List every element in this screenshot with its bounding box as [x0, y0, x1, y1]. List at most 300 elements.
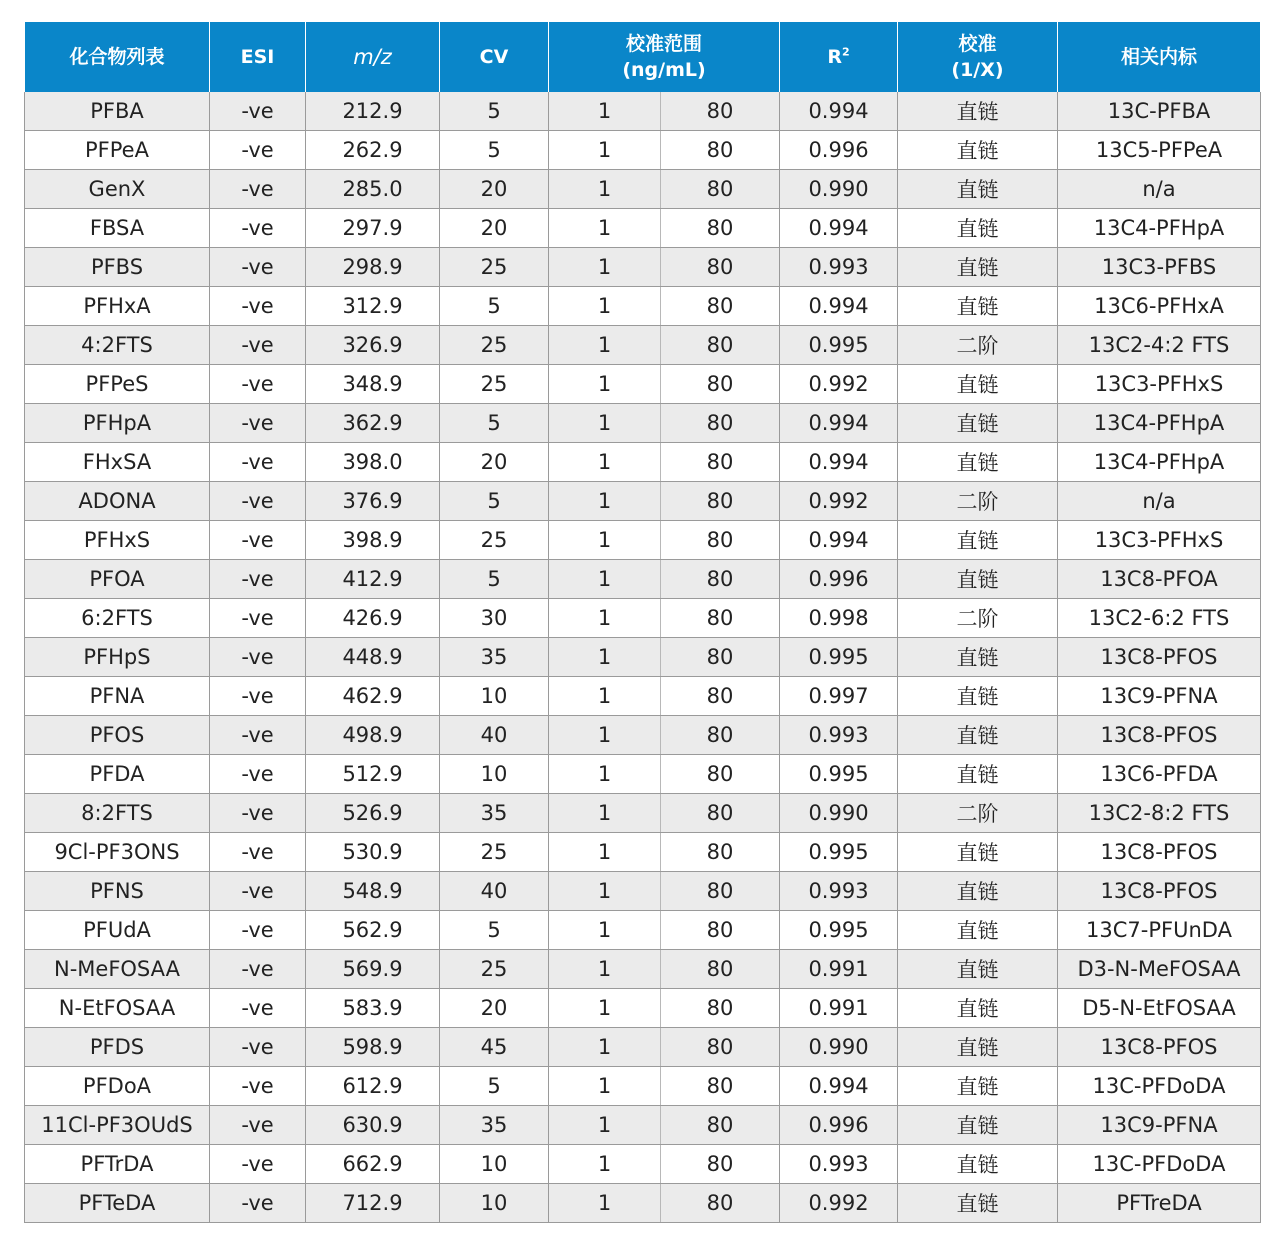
- cell-compound: N-EtFOSAA: [25, 989, 210, 1028]
- cell-esi: -ve: [210, 911, 306, 950]
- table-row: [25, 404, 1261, 443]
- cell-range-high: 80: [661, 755, 780, 794]
- header-calibration-line1: 校准: [958, 33, 997, 55]
- cell-cv: 25: [440, 365, 549, 404]
- header-r2-base: R: [827, 46, 842, 68]
- cell-mz: 662.9: [306, 1145, 440, 1184]
- cell-r2: 0.995: [780, 911, 898, 950]
- cell-esi: -ve: [210, 1028, 306, 1067]
- cell-range-high: 80: [661, 1106, 780, 1145]
- cell-compound: PFOS: [25, 716, 210, 755]
- cell-calibration: 直链: [898, 989, 1058, 1028]
- cell-cv: 10: [440, 677, 549, 716]
- cell-compound: PFOA: [25, 560, 210, 599]
- cell-compound: N-MeFOSAA: [25, 950, 210, 989]
- cell-r2: 0.992: [780, 1184, 898, 1223]
- cell-mz: 530.9: [306, 833, 440, 872]
- cell-range-low: 1: [549, 677, 661, 716]
- cell-mz: 448.9: [306, 638, 440, 677]
- cell-compound: FHxSA: [25, 443, 210, 482]
- cell-r2: 0.994: [780, 287, 898, 326]
- cell-esi: -ve: [210, 482, 306, 521]
- cell-cv: 20: [440, 989, 549, 1028]
- cell-r2: 0.993: [780, 872, 898, 911]
- table-row: [25, 833, 1261, 872]
- cell-range-low: 1: [549, 170, 661, 209]
- table-row: [25, 872, 1261, 911]
- cell-r2: 0.995: [780, 638, 898, 677]
- cell-r2: 0.995: [780, 326, 898, 365]
- cell-range-high: 80: [661, 911, 780, 950]
- cell-cv: 5: [440, 404, 549, 443]
- cell-compound: PFDoA: [25, 1067, 210, 1106]
- cell-range-high: 80: [661, 365, 780, 404]
- cell-mz: 630.9: [306, 1106, 440, 1145]
- cell-mz: 326.9: [306, 326, 440, 365]
- cell-esi: -ve: [210, 404, 306, 443]
- cell-range-low: 1: [549, 404, 661, 443]
- cell-r2: 0.991: [780, 950, 898, 989]
- table-row: [25, 755, 1261, 794]
- cell-esi: -ve: [210, 716, 306, 755]
- cell-range-low: 1: [549, 248, 661, 287]
- cell-range-low: 1: [549, 716, 661, 755]
- cell-r2: 0.996: [780, 131, 898, 170]
- cell-compound: PFBA: [25, 92, 210, 131]
- cell-range-low: 1: [549, 1145, 661, 1184]
- cell-mz: 285.0: [306, 170, 440, 209]
- cell-cv: 45: [440, 1028, 549, 1067]
- cell-r2: 0.994: [780, 404, 898, 443]
- cell-range-low: 1: [549, 1067, 661, 1106]
- cell-internal-standard: PFTreDA: [1058, 1184, 1261, 1223]
- cell-calibration: 直链: [898, 170, 1058, 209]
- cell-compound: 6:2FTS: [25, 599, 210, 638]
- cell-compound: PFHxS: [25, 521, 210, 560]
- table-row: [25, 1028, 1261, 1067]
- cell-mz: 526.9: [306, 794, 440, 833]
- cell-calibration: 直链: [898, 443, 1058, 482]
- cell-esi: -ve: [210, 248, 306, 287]
- cell-calibration: 直链: [898, 1028, 1058, 1067]
- cell-mz: 612.9: [306, 1067, 440, 1106]
- cell-range-high: 80: [661, 1028, 780, 1067]
- cell-compound: PFTrDA: [25, 1145, 210, 1184]
- cell-internal-standard: 13C8-PFOA: [1058, 560, 1261, 599]
- cell-cv: 25: [440, 950, 549, 989]
- header-internal-standard: 相关内标: [1058, 22, 1261, 92]
- cell-esi: -ve: [210, 170, 306, 209]
- table-row: [25, 1145, 1261, 1184]
- cell-range-low: 1: [549, 1184, 661, 1223]
- cell-compound: PFDA: [25, 755, 210, 794]
- table-row: [25, 209, 1261, 248]
- table-row: [25, 677, 1261, 716]
- cell-internal-standard: D5-N-EtFOSAA: [1058, 989, 1261, 1028]
- cell-compound: 8:2FTS: [25, 794, 210, 833]
- table-row: [25, 521, 1261, 560]
- cell-range-high: 80: [661, 326, 780, 365]
- cell-mz: 362.9: [306, 404, 440, 443]
- cell-r2: 0.996: [780, 1106, 898, 1145]
- cell-r2: 0.994: [780, 521, 898, 560]
- cell-range-low: 1: [549, 131, 661, 170]
- cell-mz: 598.9: [306, 1028, 440, 1067]
- cell-calibration: 直链: [898, 1145, 1058, 1184]
- header-mz: m/z: [306, 22, 440, 92]
- cell-cv: 30: [440, 599, 549, 638]
- cell-range-high: 80: [661, 677, 780, 716]
- cell-esi: -ve: [210, 209, 306, 248]
- cell-cv: 5: [440, 911, 549, 950]
- cell-r2: 0.995: [780, 833, 898, 872]
- cell-range-high: 80: [661, 1067, 780, 1106]
- cell-range-low: 1: [549, 482, 661, 521]
- cell-range-low: 1: [549, 92, 661, 131]
- cell-calibration: 直链: [898, 950, 1058, 989]
- cell-mz: 398.9: [306, 521, 440, 560]
- cell-range-high: 80: [661, 170, 780, 209]
- cell-calibration: 直链: [898, 716, 1058, 755]
- cell-internal-standard: 13C2-8:2 FTS: [1058, 794, 1261, 833]
- cell-range-high: 80: [661, 1145, 780, 1184]
- cell-range-high: 80: [661, 560, 780, 599]
- cell-esi: -ve: [210, 677, 306, 716]
- cell-compound: PFPeA: [25, 131, 210, 170]
- cell-compound: PFBS: [25, 248, 210, 287]
- cell-esi: -ve: [210, 1106, 306, 1145]
- table-row: [25, 716, 1261, 755]
- header-row: [25, 22, 1261, 92]
- cell-range-low: 1: [549, 911, 661, 950]
- cell-cv: 40: [440, 716, 549, 755]
- cell-cv: 35: [440, 1106, 549, 1145]
- cell-internal-standard: n/a: [1058, 482, 1261, 521]
- cell-internal-standard: 13C9-PFNA: [1058, 1106, 1261, 1145]
- cell-compound: PFNA: [25, 677, 210, 716]
- table-row: [25, 1106, 1261, 1145]
- cell-range-high: 80: [661, 599, 780, 638]
- cell-mz: 512.9: [306, 755, 440, 794]
- cell-r2: 0.997: [780, 677, 898, 716]
- cell-r2: 0.994: [780, 443, 898, 482]
- cell-calibration: 直链: [898, 92, 1058, 131]
- cell-cv: 20: [440, 443, 549, 482]
- cell-mz: 426.9: [306, 599, 440, 638]
- cell-internal-standard: D3-N-MeFOSAA: [1058, 950, 1261, 989]
- calibration-table: [24, 22, 1261, 1223]
- cell-range-low: 1: [549, 950, 661, 989]
- cell-esi: -ve: [210, 326, 306, 365]
- cell-range-low: 1: [549, 794, 661, 833]
- cell-calibration: 直链: [898, 1106, 1058, 1145]
- cell-calibration: 二阶: [898, 326, 1058, 365]
- cell-range-high: 80: [661, 131, 780, 170]
- cell-cv: 35: [440, 794, 549, 833]
- cell-cv: 5: [440, 287, 549, 326]
- cell-mz: 412.9: [306, 560, 440, 599]
- cell-cv: 5: [440, 92, 549, 131]
- cell-internal-standard: 13C9-PFNA: [1058, 677, 1261, 716]
- cell-mz: 462.9: [306, 677, 440, 716]
- cell-internal-standard: 13C3-PFBS: [1058, 248, 1261, 287]
- table-row: [25, 365, 1261, 404]
- cell-range-high: 80: [661, 872, 780, 911]
- cell-range-high: 80: [661, 482, 780, 521]
- header-calibration-range-line1: 校准范围: [625, 33, 702, 55]
- cell-calibration: 直链: [898, 755, 1058, 794]
- cell-cv: 5: [440, 482, 549, 521]
- cell-range-low: 1: [549, 443, 661, 482]
- cell-esi: -ve: [210, 443, 306, 482]
- cell-range-low: 1: [549, 755, 661, 794]
- cell-calibration: 二阶: [898, 794, 1058, 833]
- cell-cv: 10: [440, 755, 549, 794]
- cell-compound: FBSA: [25, 209, 210, 248]
- header-r2-superscript: 2: [841, 45, 850, 59]
- cell-cv: 25: [440, 248, 549, 287]
- cell-internal-standard: 13C5-PFPeA: [1058, 131, 1261, 170]
- cell-compound: PFHpS: [25, 638, 210, 677]
- table-row: [25, 950, 1261, 989]
- cell-r2: 0.993: [780, 248, 898, 287]
- cell-range-high: 80: [661, 521, 780, 560]
- cell-compound: 4:2FTS: [25, 326, 210, 365]
- cell-calibration: 直链: [898, 833, 1058, 872]
- cell-compound: PFNS: [25, 872, 210, 911]
- cell-range-high: 80: [661, 92, 780, 131]
- table-row: [25, 287, 1261, 326]
- cell-internal-standard: 13C-PFDoDA: [1058, 1145, 1261, 1184]
- cell-calibration: 直链: [898, 1184, 1058, 1223]
- table-row: [25, 170, 1261, 209]
- cell-esi: -ve: [210, 521, 306, 560]
- cell-esi: -ve: [210, 599, 306, 638]
- cell-cv: 25: [440, 833, 549, 872]
- table-row: [25, 599, 1261, 638]
- cell-range-low: 1: [549, 872, 661, 911]
- cell-compound: PFHxA: [25, 287, 210, 326]
- table-row: [25, 131, 1261, 170]
- cell-r2: 0.996: [780, 560, 898, 599]
- table-row: [25, 794, 1261, 833]
- table-row: [25, 560, 1261, 599]
- cell-range-low: 1: [549, 638, 661, 677]
- cell-range-high: 80: [661, 716, 780, 755]
- cell-compound: ADONA: [25, 482, 210, 521]
- cell-range-high: 80: [661, 443, 780, 482]
- cell-calibration: 直链: [898, 677, 1058, 716]
- cell-internal-standard: 13C-PFBA: [1058, 92, 1261, 131]
- cell-range-low: 1: [549, 365, 661, 404]
- cell-esi: -ve: [210, 638, 306, 677]
- table-row: [25, 638, 1261, 677]
- cell-calibration: 直链: [898, 209, 1058, 248]
- header-calibration-line2: (1/X): [951, 59, 1004, 81]
- cell-internal-standard: 13C8-PFOS: [1058, 716, 1261, 755]
- cell-cv: 5: [440, 1067, 549, 1106]
- cell-mz: 262.9: [306, 131, 440, 170]
- cell-esi: -ve: [210, 131, 306, 170]
- table-row: [25, 911, 1261, 950]
- table-row: [25, 248, 1261, 287]
- cell-mz: 297.9: [306, 209, 440, 248]
- cell-range-high: 80: [661, 404, 780, 443]
- cell-range-low: 1: [549, 326, 661, 365]
- cell-esi: -ve: [210, 92, 306, 131]
- cell-internal-standard: 13C4-PFHpA: [1058, 443, 1261, 482]
- cell-esi: -ve: [210, 872, 306, 911]
- cell-range-high: 80: [661, 794, 780, 833]
- cell-r2: 0.993: [780, 1145, 898, 1184]
- cell-r2: 0.992: [780, 365, 898, 404]
- cell-compound: PFUdA: [25, 911, 210, 950]
- cell-calibration: 直链: [898, 1067, 1058, 1106]
- cell-internal-standard: 13C8-PFOS: [1058, 833, 1261, 872]
- header-calibration-range: [549, 22, 780, 92]
- cell-compound: 11Cl-PF3OUdS: [25, 1106, 210, 1145]
- cell-calibration: 二阶: [898, 482, 1058, 521]
- cell-range-high: 80: [661, 248, 780, 287]
- cell-r2: 0.998: [780, 599, 898, 638]
- cell-internal-standard: 13C8-PFOS: [1058, 638, 1261, 677]
- table-row: [25, 1184, 1261, 1223]
- cell-r2: 0.991: [780, 989, 898, 1028]
- cell-esi: -ve: [210, 365, 306, 404]
- cell-mz: 548.9: [306, 872, 440, 911]
- cell-cv: 10: [440, 1184, 549, 1223]
- cell-cv: 5: [440, 131, 549, 170]
- cell-r2: 0.994: [780, 92, 898, 131]
- cell-cv: 5: [440, 560, 549, 599]
- table-header: [25, 22, 1261, 92]
- cell-esi: -ve: [210, 560, 306, 599]
- cell-mz: 498.9: [306, 716, 440, 755]
- cell-calibration: 直链: [898, 287, 1058, 326]
- cell-compound: PFDS: [25, 1028, 210, 1067]
- cell-range-high: 80: [661, 1184, 780, 1223]
- cell-internal-standard: 13C2-4:2 FTS: [1058, 326, 1261, 365]
- table-row: [25, 92, 1261, 131]
- cell-compound: PFTeDA: [25, 1184, 210, 1223]
- table-body: [25, 92, 1261, 1223]
- cell-esi: -ve: [210, 1184, 306, 1223]
- cell-cv: 35: [440, 638, 549, 677]
- cell-r2: 0.990: [780, 170, 898, 209]
- table-row: [25, 989, 1261, 1028]
- cell-esi: -ve: [210, 287, 306, 326]
- cell-cv: 20: [440, 170, 549, 209]
- cell-internal-standard: 13C6-PFHxA: [1058, 287, 1261, 326]
- cell-r2: 0.990: [780, 1028, 898, 1067]
- header-calibration-range-line2: (ng/mL): [622, 59, 706, 81]
- cell-cv: 40: [440, 872, 549, 911]
- cell-esi: -ve: [210, 1145, 306, 1184]
- cell-range-high: 80: [661, 209, 780, 248]
- cell-internal-standard: 13C6-PFDA: [1058, 755, 1261, 794]
- cell-r2: 0.993: [780, 716, 898, 755]
- table-row: [25, 482, 1261, 521]
- cell-range-low: 1: [549, 287, 661, 326]
- cell-cv: 25: [440, 521, 549, 560]
- cell-esi: -ve: [210, 794, 306, 833]
- header-cv: CV: [440, 22, 549, 92]
- cell-esi: -ve: [210, 1067, 306, 1106]
- cell-range-low: 1: [549, 521, 661, 560]
- cell-internal-standard: 13C3-PFHxS: [1058, 365, 1261, 404]
- table-row: [25, 443, 1261, 482]
- table-row: [25, 326, 1261, 365]
- cell-calibration: 直链: [898, 404, 1058, 443]
- cell-mz: 712.9: [306, 1184, 440, 1223]
- cell-mz: 398.0: [306, 443, 440, 482]
- cell-cv: 25: [440, 326, 549, 365]
- cell-r2: 0.992: [780, 482, 898, 521]
- cell-r2: 0.990: [780, 794, 898, 833]
- cell-calibration: 直链: [898, 365, 1058, 404]
- cell-internal-standard: 13C7-PFUnDA: [1058, 911, 1261, 950]
- cell-mz: 376.9: [306, 482, 440, 521]
- table-row: [25, 1067, 1261, 1106]
- cell-range-low: 1: [549, 1028, 661, 1067]
- cell-range-high: 80: [661, 950, 780, 989]
- cell-range-high: 80: [661, 833, 780, 872]
- cell-calibration: 直链: [898, 872, 1058, 911]
- header-compound: 化合物列表: [25, 22, 210, 92]
- cell-esi: -ve: [210, 755, 306, 794]
- cell-calibration: 直链: [898, 248, 1058, 287]
- cell-r2: 0.995: [780, 755, 898, 794]
- header-r2: [780, 22, 898, 92]
- cell-mz: 569.9: [306, 950, 440, 989]
- header-calibration: [898, 22, 1058, 92]
- cell-compound: PFPeS: [25, 365, 210, 404]
- cell-mz: 583.9: [306, 989, 440, 1028]
- cell-mz: 312.9: [306, 287, 440, 326]
- cell-range-low: 1: [549, 560, 661, 599]
- cell-internal-standard: 13C4-PFHpA: [1058, 404, 1261, 443]
- cell-range-high: 80: [661, 989, 780, 1028]
- cell-internal-standard: 13C-PFDoDA: [1058, 1067, 1261, 1106]
- cell-mz: 562.9: [306, 911, 440, 950]
- cell-esi: -ve: [210, 989, 306, 1028]
- cell-internal-standard: 13C8-PFOS: [1058, 872, 1261, 911]
- cell-range-low: 1: [549, 833, 661, 872]
- cell-compound: GenX: [25, 170, 210, 209]
- cell-calibration: 直链: [898, 560, 1058, 599]
- cell-range-low: 1: [549, 209, 661, 248]
- cell-compound: PFHpA: [25, 404, 210, 443]
- cell-mz: 298.9: [306, 248, 440, 287]
- cell-range-low: 1: [549, 599, 661, 638]
- cell-calibration: 直链: [898, 521, 1058, 560]
- cell-calibration: 直链: [898, 911, 1058, 950]
- cell-internal-standard: 13C3-PFHxS: [1058, 521, 1261, 560]
- cell-r2: 0.994: [780, 209, 898, 248]
- cell-internal-standard: 13C4-PFHpA: [1058, 209, 1261, 248]
- cell-cv: 10: [440, 1145, 549, 1184]
- cell-mz: 348.9: [306, 365, 440, 404]
- cell-r2: 0.994: [780, 1067, 898, 1106]
- header-esi: ESI: [210, 22, 306, 92]
- cell-mz: 212.9: [306, 92, 440, 131]
- cell-cv: 20: [440, 209, 549, 248]
- cell-calibration: 直链: [898, 131, 1058, 170]
- cell-internal-standard: 13C2-6:2 FTS: [1058, 599, 1261, 638]
- cell-range-high: 80: [661, 638, 780, 677]
- cell-range-low: 1: [549, 989, 661, 1028]
- cell-calibration: 二阶: [898, 599, 1058, 638]
